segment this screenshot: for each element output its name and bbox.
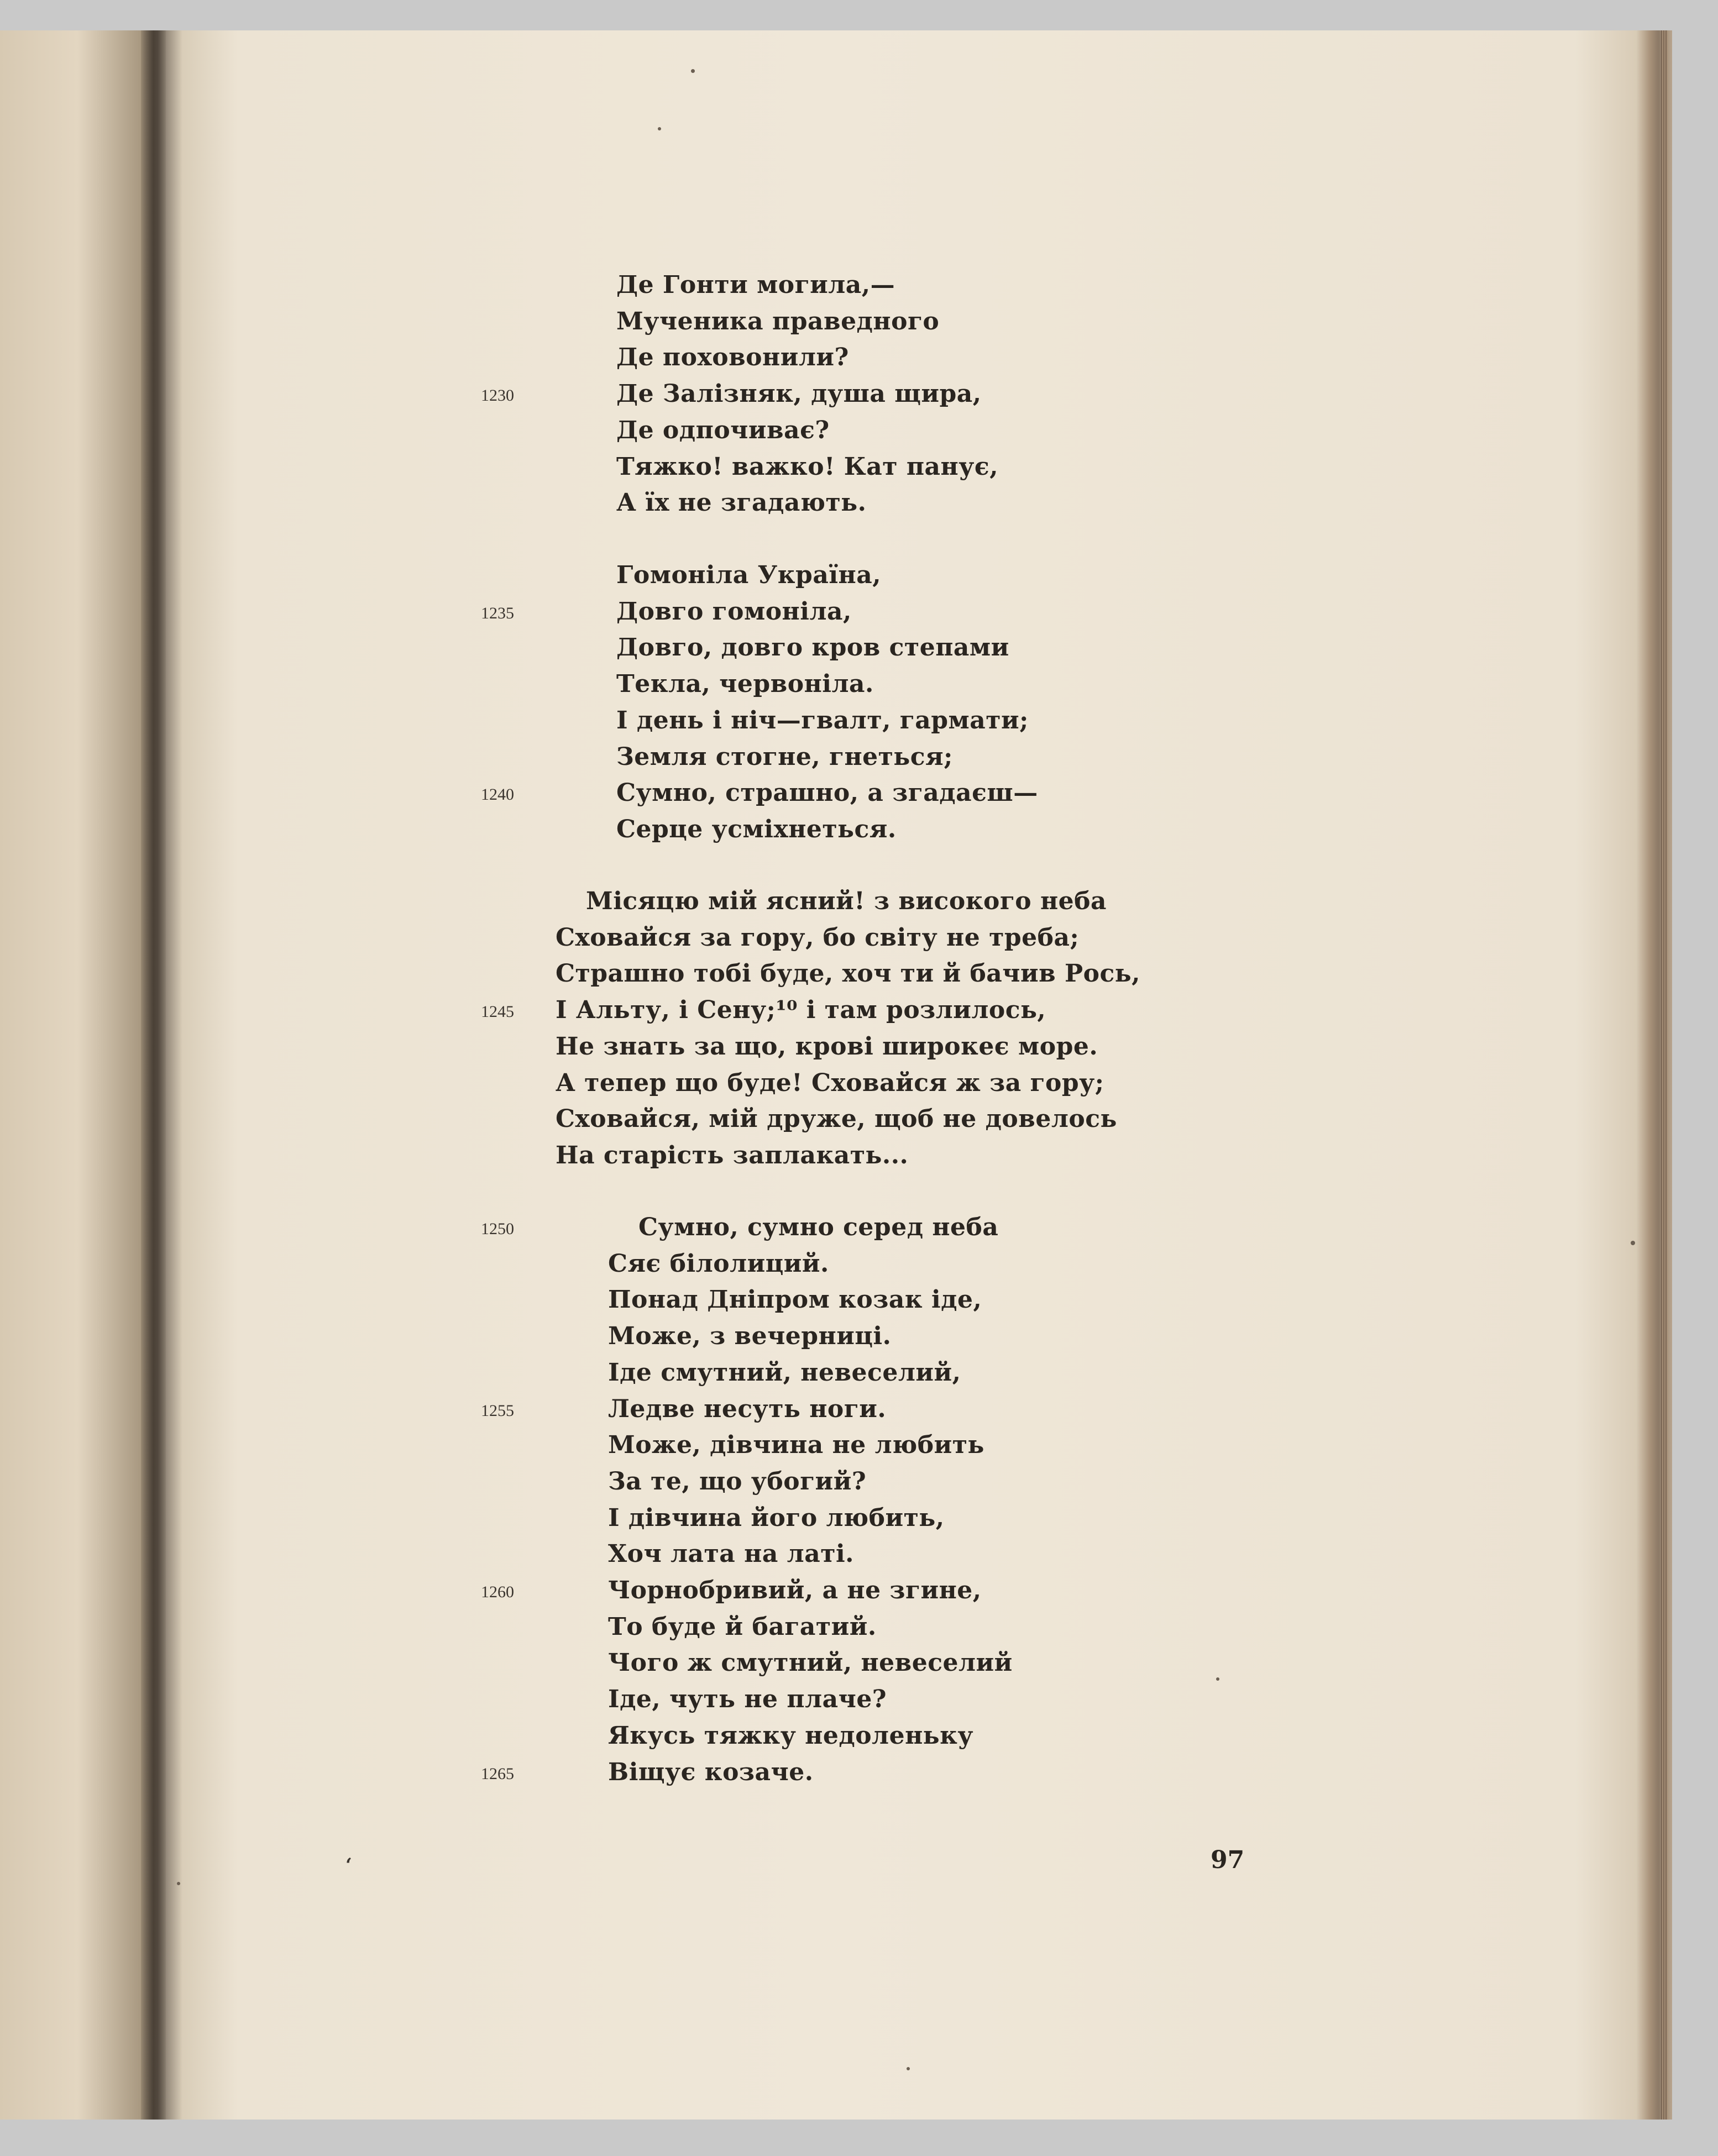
verse-line: Чорнобривий, а не згине, [608,1576,982,1604]
verse-line: Сховайся, мій друже, щоб не довелось [556,1105,1117,1133]
scanned-book-page [0,30,1672,2120]
verse-line: Іде, чуть не плаче? [608,1685,887,1713]
verse-line: Іде смутний, невеселий, [608,1358,961,1387]
verse-line: Довго, довго кров степами [616,633,1009,662]
verse-line: Чого ж смутний, невеселий [608,1649,1013,1677]
verse-line: Може, з вечерниці. [608,1322,892,1350]
verse-line: Віщує козаче. [608,1758,814,1786]
paper-speck [177,1882,180,1885]
stray-print-mark: ʻ [345,1854,352,1876]
verse-line: Гомоніла Україна, [616,561,882,589]
verse-line: То буде й багатий. [608,1613,877,1641]
paper-speck [1216,1677,1219,1681]
line-number: 1245 [481,1003,514,1021]
verse-line: Ледве несуть ноги. [608,1395,887,1423]
line-number: 1240 [481,785,514,804]
page-number: 97 [1211,1846,1245,1874]
verse-line: Місяцю мій ясний! з високого неба [586,887,1107,915]
verse-line: Не знать за що, крові широкеє море. [556,1032,1098,1061]
verse-line: Страшно тобі буде, хоч ти й бачив Рось, [556,959,1140,988]
verse-line: Де Залізняк, душа щира, [616,380,982,408]
verse-line: Сховайся за гору, бо світу не треба; [556,924,1080,952]
verse-line: Тяжко! важко! Кат панує, [616,453,999,481]
verse-line: І день і ніч—гвалт, гармати; [616,706,1029,735]
verse-line: За те, що убогий? [608,1467,867,1496]
paper-speck [907,2067,910,2070]
verse-line: І Альту, і Сену;¹⁰ і там розлилось, [556,996,1046,1024]
line-number: 1235 [481,604,514,622]
verse-line: Мученика праведного [616,307,940,335]
paper-speck [658,127,661,130]
verse-line: А їх не згадають. [616,489,867,517]
verse-line: Понад Дніпром козак іде, [608,1286,982,1314]
page-edge [1661,30,1668,2120]
line-number: 1260 [481,1583,514,1601]
verse-line: А тепер що буде! Сховайся ж за гору; [556,1069,1104,1097]
verse-line: Може, дівчина не любить [608,1431,984,1459]
paper-speck [691,69,695,73]
line-number: 1230 [481,386,514,405]
verse-line: Сумно, сумно серед неба [638,1213,999,1241]
verse-line: Серце усміхнеться. [616,815,897,843]
line-number: 1250 [481,1220,514,1238]
verse-line: Текла, червоніла. [616,670,874,698]
verse-line: На старість заплакать... [556,1141,909,1169]
verse-line: Земля стогне, гнеться; [616,743,953,771]
verse-line: І дівчина його любить, [608,1504,945,1532]
line-number: 1265 [481,1765,514,1783]
book-spine-shadow [141,30,166,2120]
verse-line: Сумно, страшно, а згадаєш— [616,779,1038,807]
verse-line: Де одпочиває? [616,416,830,444]
paper-speck [1631,1241,1635,1245]
verse-line: Хоч лата на латі. [608,1540,854,1568]
verse-line: Якусь тяжку недоленьку [608,1722,974,1750]
verse-line: Де поховонили? [616,343,849,371]
verse-line: Де Гонти могила,— [616,271,895,299]
verse-line: Довго гомоніла, [616,597,852,626]
line-number: 1255 [481,1402,514,1420]
verse-line: Сяє білолиций. [608,1250,829,1278]
